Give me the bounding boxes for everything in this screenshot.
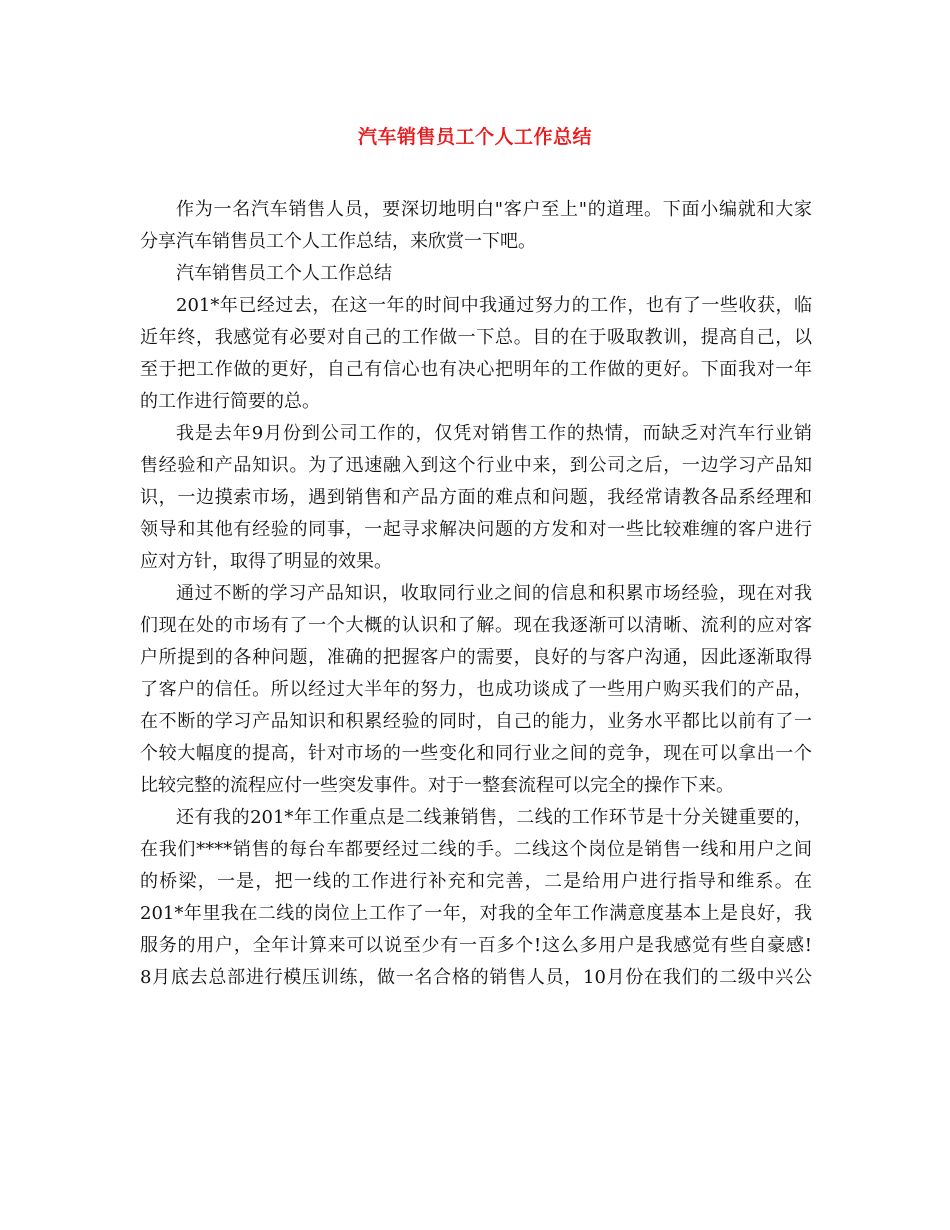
text-line: 作为一名汽车销售人员，要深切地明白"客户至上"的道理。下面小编就和大家 — [176, 199, 812, 220]
document-body — [140, 194, 812, 994]
text-line: 的工作进行简要的总。 — [140, 391, 320, 412]
text-line: 至于把工作做的更好，自己有信心也有决心把明年的工作做的更好。下面我对一年 — [140, 359, 812, 380]
document-title: 汽车销售员工个人工作总结 — [357, 126, 592, 148]
text-line: 在不断的学习产品知识和积累经验的同时，自己的能力，业务水平都比以前有了一 — [140, 711, 812, 732]
text-line: 们现在处的市场有了一个大概的认识和了解。现在我逐渐可以清晰、流利的应对客 — [140, 615, 812, 636]
text-line: 我是去年9月份到公司工作的，仅凭对销售工作的热情，而缺乏对汽车行业销 — [176, 423, 812, 444]
text-line: 比较完整的流程应付一些突发事件。对于一整套流程可以完全的操作下来。 — [140, 775, 734, 796]
text-line: 的桥梁，一是，把一线的工作进行补充和完善，二是给用户进行指导和维系。在 — [140, 871, 812, 892]
text-line: 8月底去总部进行模压训练，做一名合格的销售人员，10月份在我们的二级中兴公 — [140, 967, 812, 988]
text-line: 个较大幅度的提高，针对市场的一些变化和同行业之间的竞争，现在可以拿出一个 — [140, 743, 812, 764]
section-heading: 汽车销售员工个人工作总结 — [176, 263, 392, 284]
text-line: 识，一边摸索市场，遇到销售和产品方面的难点和问题，我经常请教各品系经理和 — [140, 487, 812, 508]
text-line: 售经验和产品知识。为了迅速融入到这个行业中来，到公司之后，一边学习产品知 — [140, 455, 812, 476]
text-line: 了客户的信任。所以经过大半年的努力，也成功谈成了一些用户购买我们的产品， — [140, 679, 812, 700]
text-line: 通过不断的学习产品知识，收取同行业之间的信息和积累市场经验，现在对我 — [176, 583, 812, 604]
text-line: 应对方针，取得了明显的效果。 — [140, 551, 392, 572]
text-line: 还有我的201*年工作重点是二线兼销售，二线的工作环节是十分关键重要的， — [176, 807, 812, 828]
text-line: 近年终，我感觉有必要对自己的工作做一下总。目的在于吸取教训，提高自己，以 — [140, 327, 812, 348]
text-line: 在我们****销售的每台车都要经过二线的手。二线这个岗位是销售一线和用户之间 — [140, 839, 812, 860]
text-line: 户所提到的各种问题，准确的把握客户的需要，良好的与客户沟通，因此逐渐取得 — [140, 647, 812, 668]
text-line: 分享汽车销售员工个人工作总结，来欣赏一下吧。 — [140, 231, 536, 252]
text-line: 服务的用户，全年计算来可以说至少有一百多个!这么多用户是我感觉有些自豪感! — [140, 935, 812, 956]
text-line: 领导和其他有经验的同事，一起寻求解决问题的方发和对一些比较难缠的客户进行 — [140, 519, 812, 540]
text-line: 201*年已经过去，在这一年的时间中我通过努力的工作，也有了一些收获，临 — [176, 295, 812, 316]
text-line: 201*年里我在二线的岗位上工作了一年，对我的全年工作满意度基本上是良好，我 — [140, 903, 812, 924]
